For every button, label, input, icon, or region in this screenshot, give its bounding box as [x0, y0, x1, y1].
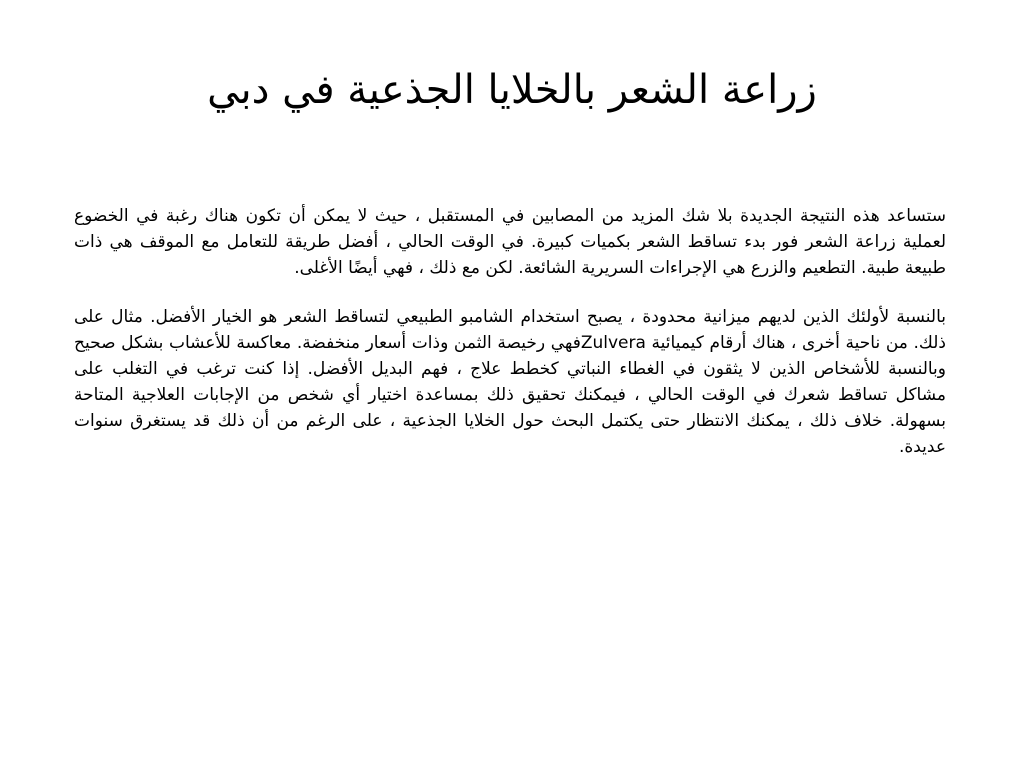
slide-body	[74, 203, 946, 483]
body-paragraph: بالنسبة لأولئك الذين لديهم ميزانية محدودة ، يصبح استخدام الشامبو الطبيعي لتساقط الشعر هو الخيار الأفضل. مثال على ذلك. من ناحية أخرى ، هناك أرقام كيميائية Zulveraفهي رخيصة الثمن وذات أسعار منخفضة. معاكسة للأعشاب بشكل صحيح وبالنسبة للأشخاص الذين لا يثقون في الغطاء النباتي كخطط علاج ، فهم البديل الأفضل. إذا كنت ترغب في التغلب على مشاكل تساقط شعرك في الوقت الحالي ، فيمكنك تحقيق ذلك بمساعدة اختيار أي شخص من الإجابات العلاجية المتاحة بسهولة. خلاف ذلك ، يمكنك الانتظار حتى يكتمل البحث حول الخلايا الجذعية ، على الرغم من أن ذلك قد يستغرق سنوات عديدة.	[74, 307, 946, 457]
slide-title: زراعة الشعر بالخلايا الجذعية في دبي	[207, 67, 817, 113]
body-paragraph: ستساعد هذه النتيجة الجديدة بلا شك المزيد من المصابين في المستقبل ، حيث لا يمكن أن تكون هناك رغبة في الخضوع لعملية زراعة الشعر فور بدء تساقط الشعر بكميات كبيرة. في الوقت الحالي ، أفضل طريقة للتعامل مع الموقف هي ذات طبيعة طبية. التطعيم والزرع هي الإجراءات السريرية الشائعة. لكن مع ذلك ، فهي أيضًا الأغلى.	[74, 206, 946, 278]
